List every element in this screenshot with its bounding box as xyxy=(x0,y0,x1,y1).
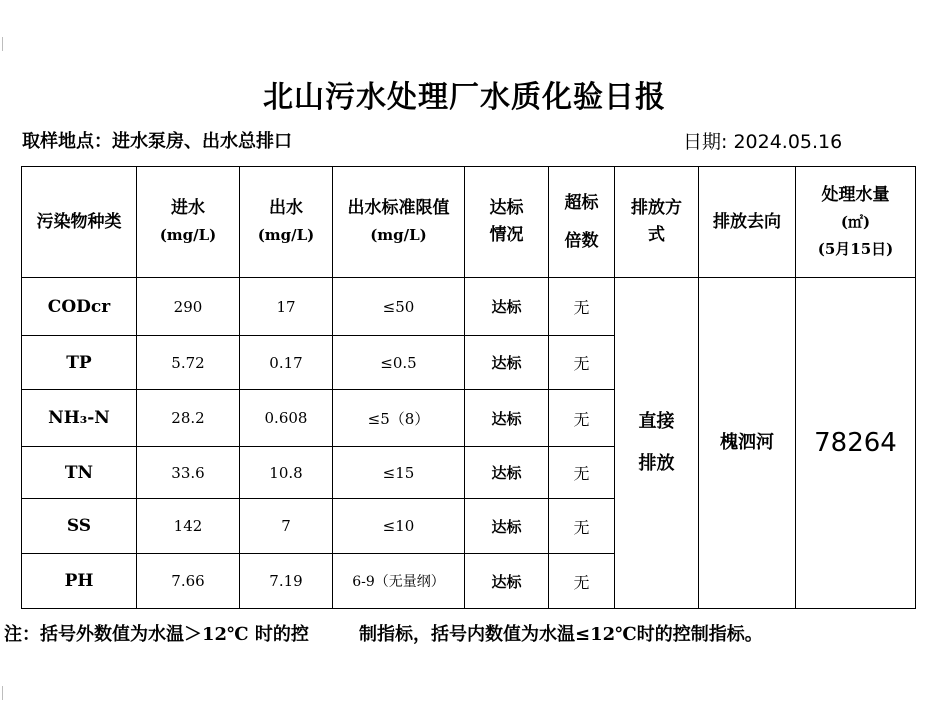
table-header-row xyxy=(22,167,916,278)
limit-value: ≤0.5 xyxy=(333,336,465,390)
header-influent: 进水 (mg/L) xyxy=(137,167,240,278)
report-date: 日期: 2024.05.16 xyxy=(683,131,843,153)
status-value: 达标 xyxy=(465,499,549,554)
destination-cell: 槐泗河 xyxy=(699,278,796,609)
header-effluent: 出水 (mg/L) xyxy=(240,167,333,278)
header-volume: 处理水量 (㎡) (5月15日) xyxy=(796,167,916,278)
exceed-value: 无 xyxy=(549,499,615,554)
pollutant-name: TN xyxy=(22,447,137,499)
influent-value: 142 xyxy=(137,499,240,554)
discharge-mode-cell: 直接 排放 xyxy=(615,278,699,609)
influent-value: 5.72 xyxy=(137,336,240,390)
pollutant-name: NH₃-N xyxy=(22,390,137,447)
influent-value: 28.2 xyxy=(137,390,240,447)
pollutant-name: SS xyxy=(22,499,137,554)
header-discharge-mode: 排放方 式 xyxy=(615,167,699,278)
exceed-value: 无 xyxy=(549,336,615,390)
influent-value: 7.66 xyxy=(137,554,240,609)
effluent-value: 17 xyxy=(240,278,333,336)
status-value: 达标 xyxy=(465,390,549,447)
footnote: 注：括号外数值为水温＞12℃ 时的控 制指标，括号内数值为水温≤12℃时的控制指标。 xyxy=(4,624,763,645)
status-value: 达标 xyxy=(465,447,549,499)
report-title: 北山污水处理厂水质化验日报 xyxy=(263,80,666,115)
effluent-value: 7.19 xyxy=(240,554,333,609)
limit-value: ≤50 xyxy=(333,278,465,336)
status-value: 达标 xyxy=(465,336,549,390)
pollutant-name: CODcr xyxy=(22,278,137,336)
header-exceed: 超标 倍数 xyxy=(549,167,615,278)
influent-value: 33.6 xyxy=(137,447,240,499)
page-corner-mark-top xyxy=(2,37,3,51)
water-quality-table xyxy=(21,166,916,609)
effluent-value: 0.608 xyxy=(240,390,333,447)
effluent-value: 7 xyxy=(240,499,333,554)
exceed-value: 无 xyxy=(549,447,615,499)
limit-value: 6-9（无量纲） xyxy=(333,554,465,609)
table-row xyxy=(22,278,916,336)
exceed-value: 无 xyxy=(549,390,615,447)
exceed-value: 无 xyxy=(549,278,615,336)
effluent-value: 0.17 xyxy=(240,336,333,390)
header-destination: 排放去向 xyxy=(699,167,796,278)
influent-value: 290 xyxy=(137,278,240,336)
limit-value: ≤5（8） xyxy=(333,390,465,447)
status-value: 达标 xyxy=(465,554,549,609)
header-status: 达标 情况 xyxy=(465,167,549,278)
header-pollutant: 污染物种类 xyxy=(22,167,137,278)
page-corner-mark-bottom xyxy=(2,686,3,700)
exceed-value: 无 xyxy=(549,554,615,609)
effluent-value: 10.8 xyxy=(240,447,333,499)
pollutant-name: TP xyxy=(22,336,137,390)
status-value: 达标 xyxy=(465,278,549,336)
limit-value: ≤10 xyxy=(333,499,465,554)
volume-cell: 78264 xyxy=(796,278,916,609)
sampling-location: 取样地点：进水泵房、出水总排口 xyxy=(22,131,292,152)
limit-value: ≤15 xyxy=(333,447,465,499)
header-limit: 出水标准限值 (mg/L) xyxy=(333,167,465,278)
pollutant-name: PH xyxy=(22,554,137,609)
